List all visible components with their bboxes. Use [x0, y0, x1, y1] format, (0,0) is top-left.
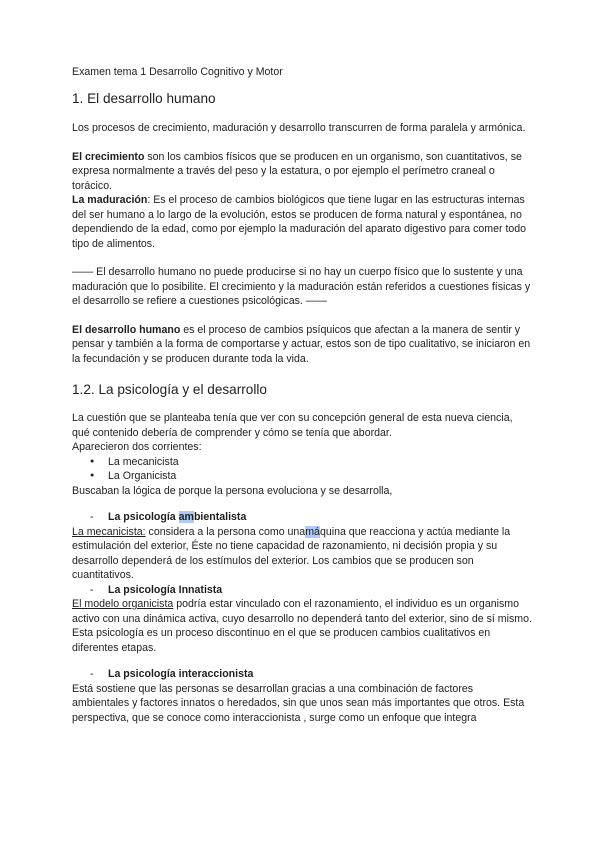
paragraph-text: considera a la persona como una [145, 525, 306, 538]
document-page [72, 66, 532, 725]
cuestion-paragraph: La cuestión que se planteaba tenía que ver con su concepción general de esta nueva ciencia, qué contenido debería de comprender y cómo se tenía que abordar. [72, 412, 513, 439]
maduracion-paragraph [72, 193, 532, 251]
corrientes-list [72, 455, 532, 484]
list-item: ● La Organicista [72, 469, 532, 484]
document-title: Examen tema 1 Desarrollo Cognitivo y Motor [72, 66, 283, 78]
desarrollo-text: es el proceso de cambios psíquicos que afectan a la manera de sentir y pensar y también a la forma de comportarse y actuar, estos son de tipo cualitativo, se iniciaron en la fecundación y se producen durante toda la vida. [72, 323, 531, 365]
crecimiento-term: El crecimiento [72, 150, 145, 163]
text-selection-highlight: am [178, 511, 194, 523]
heading-innatista: - La psicología Innatista [72, 583, 532, 598]
maduracion-text: : Es el proceso de cambios biológicos que tiene lugar en las estructuras internas del ser humano a lo largo de la evolución, estos se producen de forma natural y espontánea, no dependiendo de la edad, como por ejemplo la maduración del aparato digestivo para comer todo tipo de alimentos. [72, 194, 527, 250]
heading-desarrollo-humano: 1. El desarrollo humano [72, 91, 216, 106]
interaccionista-paragraph: Está sostiene que las personas se desarrollan gracias a una combinación de factores ambientales y factores innatos o heredados, sin que unos sean más importantes que otros. Esta perspectiva, que se conoce como interaccionista , surge como un enfoque que integra [72, 682, 525, 724]
intro-paragraph: Los procesos de crecimiento, maduración y desarrollo transcurren de forma paralela y armónica. [72, 122, 526, 134]
innatista-paragraph [72, 597, 532, 655]
note-paragraph: —— El desarrollo humano no puede producirse si no hay un cuerpo físico que lo sustente y una maduración que lo posibilite. El crecimiento y la maduración están referidos a cuestiones físicas y el desarrollo se refiere a cuestiones psicológicas. —— [72, 266, 531, 307]
organicista-label: El modelo organicista [72, 598, 174, 610]
heading-ambientalista [72, 510, 532, 525]
aparecieron-line: Aparecieron dos corrientes: [72, 441, 202, 453]
ambientalista-paragraph [72, 525, 532, 583]
mecanicista-label: La mecanicista: [72, 525, 146, 538]
heading-text: bientalista [193, 511, 247, 523]
desarrollo-term: El desarrollo humano [72, 323, 181, 336]
paragraph-text: podría estar vinculado con el razonamiento, el individuo es un organismo activo con una dinámica activa, cuyo desarrollo no dependerá tanto del exterior, sino de sí mismo. Esta psicología es un proceso discontinuo en el que se producen cambios cualitativos en diferentes etapas. [72, 598, 532, 654]
heading-interaccionista: - La psicología interaccionista [72, 667, 532, 682]
paragraph-text: quina que reacciona y actúa mediante la estimulación del exterior, Éste no tiene capacidad de razonamiento, ni decisión propia y su desarrollo dependerá de los estímulos del exterior. Los cambios que se producen son cuantitativos. [72, 525, 511, 581]
list-item: ● La mecanicista [72, 455, 532, 470]
heading-text: La psicología [108, 511, 179, 523]
desarrollo-paragraph [72, 323, 532, 367]
crecimiento-paragraph [72, 150, 532, 194]
text-selection-highlight: má [305, 525, 320, 538]
buscaban-line: Buscaban la lógica de porque la persona evoluciona y se desarrolla, [72, 484, 393, 497]
maduracion-term: La maduración [72, 194, 148, 206]
heading-psicologia-desarrollo: 1.2. La psicología y el desarrollo [72, 382, 267, 397]
crecimiento-text: son los cambios físicos que se producen en un organismo, son cuantitativos, se expresa normalmente a través del peso y la estatura, o por ejemplo el perímetro craneal o torácico. [72, 150, 522, 192]
